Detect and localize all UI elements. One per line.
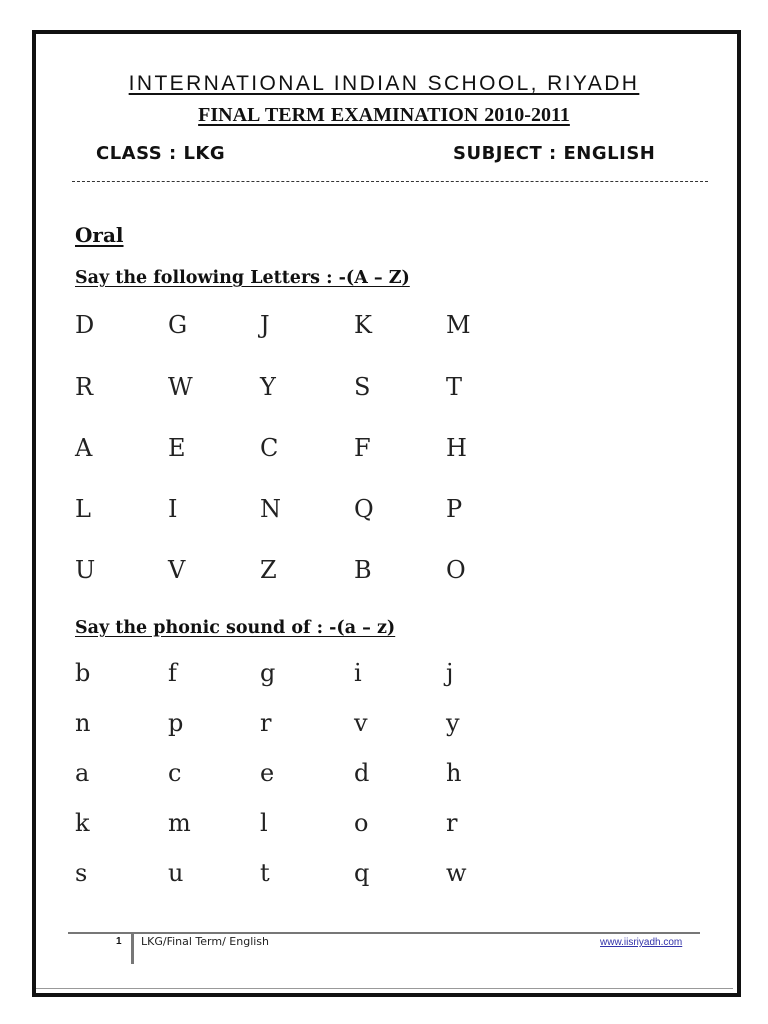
- footer-rule: [68, 932, 700, 934]
- letter-cell: P: [446, 495, 463, 523]
- letter-cell: W: [168, 373, 193, 401]
- letter-cell: Y: [260, 373, 276, 401]
- footer-page-number: 1: [116, 936, 122, 947]
- letter-cell: n: [75, 709, 91, 737]
- page-border: [32, 30, 741, 997]
- letter-cell: V: [168, 556, 186, 584]
- letter-cell: s: [75, 859, 88, 887]
- letter-cell: K: [354, 311, 372, 339]
- letter-cell: T: [446, 373, 463, 401]
- letter-cell: r: [260, 709, 272, 737]
- letter-cell: S: [354, 373, 371, 401]
- letter-cell: M: [446, 311, 471, 339]
- letter-cell: i: [354, 659, 362, 687]
- letter-cell: p: [168, 709, 184, 737]
- subject-label: SUBJECT : ENGLISH: [453, 143, 656, 164]
- letter-cell: D: [75, 311, 95, 339]
- exam-title: FINAL TERM EXAMINATION 2010-2011: [198, 104, 570, 126]
- letter-cell: q: [354, 859, 370, 887]
- section-title-oral: Oral: [75, 223, 124, 247]
- letter-cell: o: [354, 809, 369, 837]
- letter-cell: Z: [260, 556, 277, 584]
- letter-cell: R: [75, 373, 94, 401]
- letter-cell: F: [354, 434, 371, 462]
- letter-cell: C: [260, 434, 279, 462]
- footer-vertical-bar: [131, 932, 134, 964]
- letter-cell: G: [168, 311, 188, 339]
- letter-cell: L: [75, 495, 91, 523]
- school-name: INTERNATIONAL INDIAN SCHOOL, RIYADH: [128, 72, 640, 95]
- letter-cell: h: [446, 759, 462, 787]
- letter-cell: Q: [354, 495, 374, 523]
- page-border-shadow-line: [36, 988, 733, 989]
- letter-cell: m: [168, 809, 191, 837]
- dashed-divider: [72, 181, 708, 182]
- letter-cell: N: [260, 495, 281, 523]
- letter-cell: B: [354, 556, 372, 584]
- letter-cell: l: [260, 809, 268, 837]
- letter-cell: r: [446, 809, 458, 837]
- instruction-uppercase: Say the following Letters : -(A – Z): [75, 268, 410, 288]
- class-label: CLASS : LKG: [96, 143, 226, 164]
- letter-cell: f: [168, 659, 177, 687]
- letter-cell: c: [168, 759, 182, 787]
- letter-cell: e: [260, 759, 275, 787]
- letter-cell: w: [446, 859, 467, 887]
- letter-cell: b: [75, 659, 91, 687]
- letter-cell: k: [75, 809, 90, 837]
- letter-cell: H: [446, 434, 467, 462]
- letter-cell: A: [75, 434, 93, 462]
- letter-cell: O: [446, 556, 466, 584]
- letter-cell: U: [75, 556, 96, 584]
- letter-cell: I: [168, 495, 178, 523]
- instruction-lowercase: Say the phonic sound of : -(a – z): [75, 618, 396, 638]
- letter-cell: E: [168, 434, 186, 462]
- letter-cell: t: [260, 859, 270, 887]
- letter-cell: g: [260, 659, 276, 687]
- letter-cell: u: [168, 859, 184, 887]
- letter-cell: J: [260, 311, 270, 339]
- footer-document-label: LKG/Final Term/ English: [141, 935, 270, 948]
- letter-cell: a: [75, 759, 90, 787]
- letter-cell: y: [446, 709, 460, 737]
- letter-cell: j: [446, 659, 454, 687]
- letter-cell: d: [354, 759, 370, 787]
- footer-website-link[interactable]: www.iisriyadh.com: [600, 937, 683, 948]
- letter-cell: v: [354, 709, 368, 737]
